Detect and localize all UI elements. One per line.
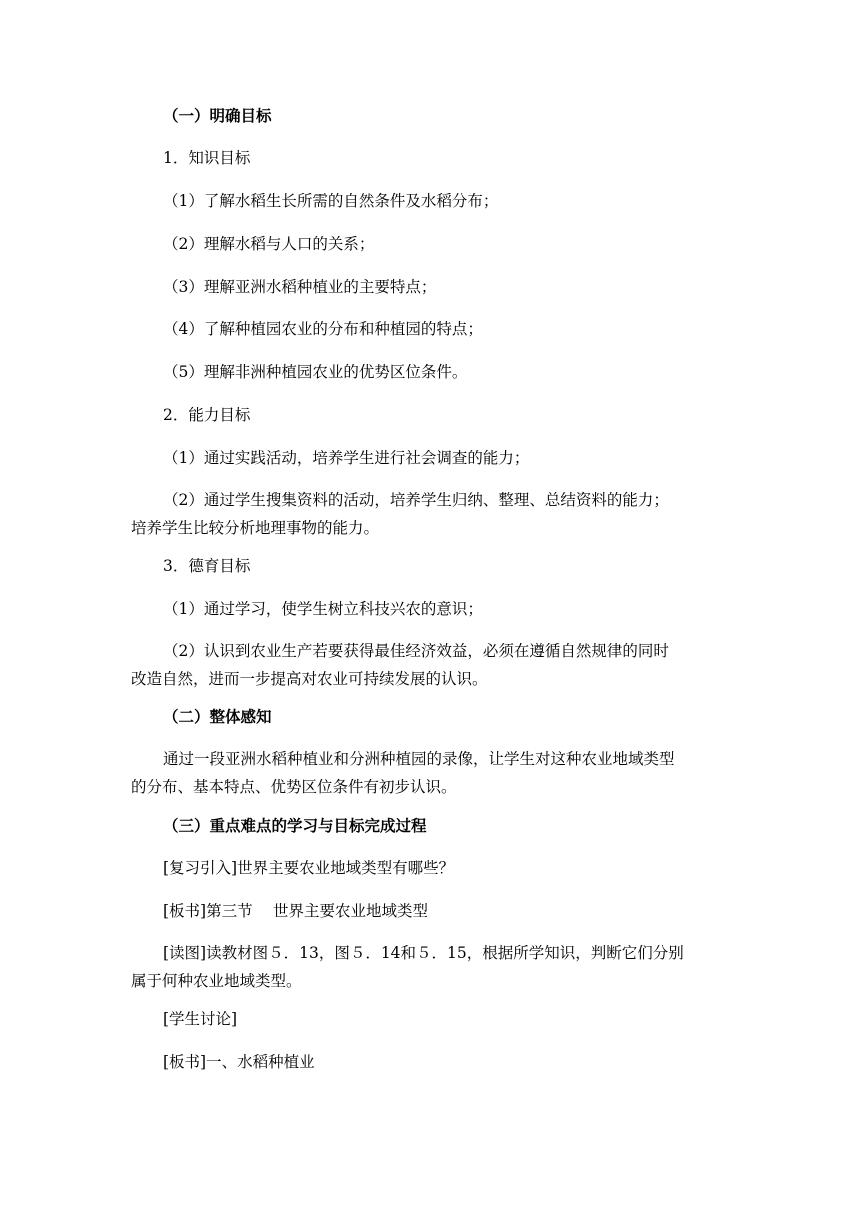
section-knowledge-goals: 1．知识目标 — [163, 149, 251, 167]
overall-perception-line-1: 通过一段亚洲水稻种植业和分洲种植园的录像，让学生对这种农业地域类型 — [163, 750, 675, 768]
knowledge-item-2: （2）理解水稻与人口的关系； — [163, 235, 375, 253]
moral-item-2 — [131, 637, 731, 693]
heading-overall-perception: （二）整体感知 — [163, 707, 272, 726]
overall-perception-line-2: 的分布、基本特点、优势区位条件有初步认识。 — [131, 778, 457, 796]
knowledge-item-1: （1）了解水稻生长所需的自然条件及水稻分布； — [163, 192, 499, 210]
knowledge-item-5: （5）理解非洲种植园农业的优势区位条件。 — [163, 363, 468, 381]
board-note-rice-farming: [板书]一、水稻种植业 — [163, 1053, 315, 1071]
read-figure-line-2: 属于何种农业地域类型。 — [131, 972, 302, 990]
knowledge-item-4: （4）了解种植园农业的分布和种植园的特点； — [163, 320, 483, 338]
moral-item-2-line-1: （2）认识到农业生产若要获得最佳经济效益，必须在遵循自然规律的同时 — [163, 642, 669, 660]
heading-key-points-process: （三）重点难点的学习与目标完成过程 — [163, 816, 427, 835]
ability-item-2-line-2: 培养学生比较分析地理事物的能力。 — [131, 519, 380, 537]
ability-item-2-line-1: （2）通过学生搜集资料的活动，培养学生归纳、整理、总结资料的能力； — [163, 491, 669, 509]
board-note-section-3: [板书]第三节 世界主要农业地域类型 — [163, 902, 429, 920]
moral-item-2-line-2: 改造自然，进而一步提高对农业可持续发展的认识。 — [131, 670, 488, 688]
ability-item-1: （1）通过实践活动，培养学生进行社会调查的能力； — [163, 449, 530, 467]
section-moral-goals: 3．德育目标 — [163, 557, 251, 575]
ability-item-2 — [131, 486, 731, 542]
read-figure-paragraph — [131, 939, 731, 995]
knowledge-item-3: （3）理解亚洲水稻种植业的主要特点； — [163, 278, 437, 296]
heading-clear-goals: （一）明确目标 — [163, 106, 272, 125]
moral-item-1: （1）通过学习，使学生树立科技兴农的意识； — [163, 600, 483, 618]
overall-perception-paragraph — [131, 745, 731, 801]
review-intro: [复习引入]世界主要农业地域类型有哪些？ — [163, 859, 455, 877]
read-figure-line-1: [读图]读教材图５．13，图５．14和５．15，根据所学知识，判断它们分别 — [163, 944, 684, 962]
student-discussion: [学生讨论] — [163, 1010, 238, 1028]
section-ability-goals: 2．能力目标 — [163, 406, 251, 424]
